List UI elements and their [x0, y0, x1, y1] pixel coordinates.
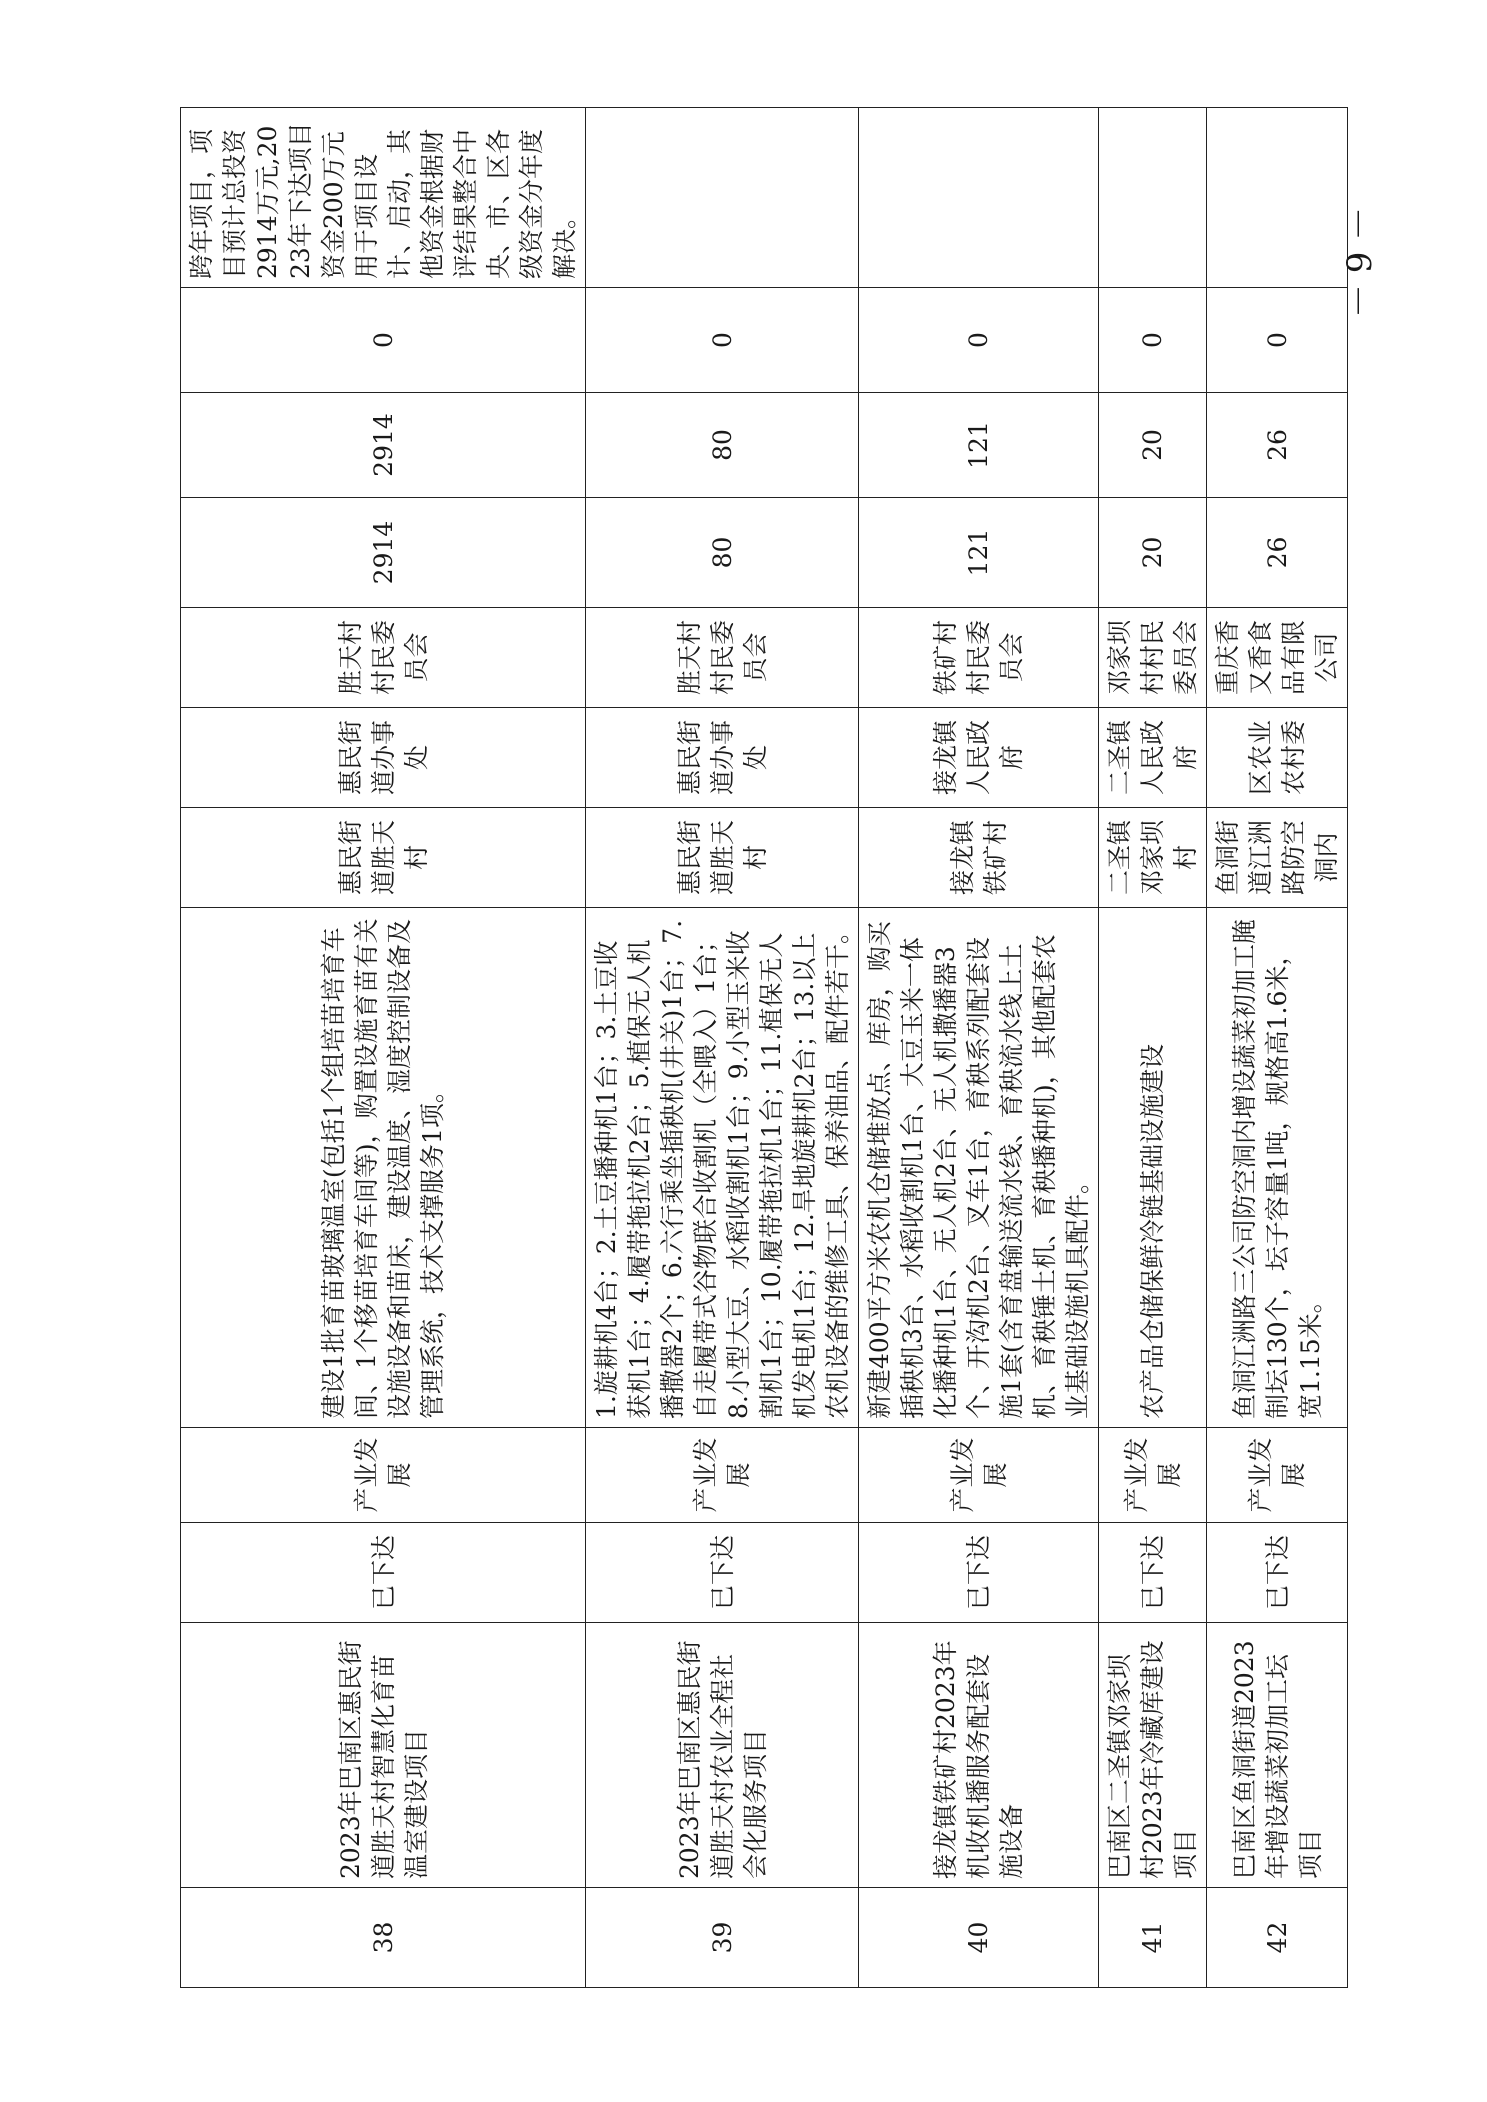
cell-project-name: 2023年巴南区惠民街道胜天村智慧化育苗温室建设项目	[181, 1623, 586, 1888]
cell-sub2: 0	[586, 288, 859, 393]
cell-location: 惠民街道胜天村	[181, 808, 586, 908]
cell-total: 121	[859, 498, 1099, 608]
cell-total: 2914	[181, 498, 586, 608]
cell-dept: 惠民街道办事处	[181, 708, 586, 808]
cell-status: 已下达	[1099, 1523, 1207, 1623]
cell-no: 38	[181, 1888, 586, 1988]
cell-owner: 重庆香又香食品有限公司	[1207, 608, 1348, 708]
cell-location: 接龙镇铁矿村	[859, 808, 1099, 908]
cell-content: 农产品仓储保鲜冷链基础设施建设	[1099, 908, 1207, 1428]
cell-note	[1099, 108, 1207, 288]
cell-project-name: 接龙镇铁矿村2023年机收机播服务配套设施设备	[859, 1623, 1099, 1888]
cell-owner: 胜天村村民委员会	[181, 608, 586, 708]
cell-owner: 铁矿村村民委员会	[859, 608, 1099, 708]
cell-sub1: 26	[1207, 393, 1348, 498]
cell-note	[586, 108, 859, 288]
cell-content: 建设1批育苗玻璃温室(包括1个组培苗培育车间、1个移苗培育车间等)，购置设施育苗有关设施设备和苗床，建设温度、湿度控制设备及管理系统，技术支撑服务1项。	[181, 908, 586, 1428]
cell-dept: 二圣镇人民政府	[1099, 708, 1207, 808]
cell-location: 二圣镇邓家坝村	[1099, 808, 1207, 908]
cell-sub2: 0	[181, 288, 586, 393]
cell-no: 39	[586, 1888, 859, 1988]
cell-owner: 胜天村村民委员会	[586, 608, 859, 708]
page-number: － 9 －	[1340, 206, 1380, 318]
cell-sub1: 80	[586, 393, 859, 498]
cell-total: 80	[586, 498, 859, 608]
cell-sub1: 2914	[181, 393, 586, 498]
cell-no: 41	[1099, 1888, 1207, 1988]
cell-location: 鱼洞街道江洲路防空洞内	[1207, 808, 1348, 908]
cell-dept: 区农业农村委	[1207, 708, 1348, 808]
cell-type: 产业发展	[586, 1428, 859, 1523]
cell-note: 跨年项目，项目预计总投资2914万元,2023年下达项目资金200万元用于项目设计、启动，其他资金根据财评结果整合中央、市、区各级资金分年度解决。	[181, 108, 586, 288]
cell-status: 已下达	[1207, 1523, 1348, 1623]
cell-type: 产业发展	[859, 1428, 1099, 1523]
cell-status: 已下达	[586, 1523, 859, 1623]
cell-project-name: 巴南区二圣镇邓家坝村2023年冷藏库建设项目	[1099, 1623, 1207, 1888]
table-row	[859, 108, 1099, 1988]
cell-type: 产业发展	[1207, 1428, 1348, 1523]
cell-type: 产业发展	[1099, 1428, 1207, 1523]
cell-content: 新建400平方米农机仓储堆放点、库房，购买插秧机3台、水稻收割机1台、大豆玉米一体化播种机1台、无人机2台、无人机撒播器3个、开沟机2台、叉车1台，育秧系列配套设施1套(含育盘输送流水线、育秧流水线上土机、育秧锤土机、育秧播种机)，其他配套农业基础设施机具配件。	[859, 908, 1099, 1428]
cell-dept: 接龙镇人民政府	[859, 708, 1099, 808]
cell-content: 鱼洞江洲路三公司防空洞内增设蔬菜初加工腌制坛130个，坛子容量1吨，规格高1.6米，宽1.15米。	[1207, 908, 1348, 1428]
cell-owner: 邓家坝村村民委员会	[1099, 608, 1207, 708]
cell-status: 已下达	[859, 1523, 1099, 1623]
cell-type: 产业发展	[181, 1428, 586, 1523]
cell-dept: 惠民街道办事处	[586, 708, 859, 808]
cell-total: 20	[1099, 498, 1207, 608]
cell-sub2: 0	[1207, 288, 1348, 393]
rotated-table-wrapper	[180, 108, 1341, 1988]
cell-project-name: 巴南区鱼洞街道2023年增设蔬菜初加工坛项目	[1207, 1623, 1348, 1888]
cell-project-name: 2023年巴南区惠民街道胜天村农业全程社会化服务项目	[586, 1623, 859, 1888]
cell-content: 1.旋耕机4台；2.土豆播种机1台；3.土豆收获机1台；4.履带拖拉机2台；5.植保无人机播撒器2个；6.六行乘坐插秧机(井关)1台；7.自走履带式谷物联合收割机（全喂入）1台；8.小型大豆、水稻收割机1台；9.小型玉米收割机1台；10.履带拖拉机1台；11.植保无人机发电机1台；12.旱地旋耕机2台；13.以上农机设备的维修工具、保养油品、配件若干。	[586, 908, 859, 1428]
table-row	[181, 108, 586, 1988]
cell-sub1: 121	[859, 393, 1099, 498]
cell-sub1: 20	[1099, 393, 1207, 498]
cell-location: 惠民街道胜天村	[586, 808, 859, 908]
cell-total: 26	[1207, 498, 1348, 608]
cell-sub2: 0	[1099, 288, 1207, 393]
cell-no: 42	[1207, 1888, 1348, 1988]
project-table	[180, 107, 1348, 1988]
table-row	[1207, 108, 1348, 1988]
cell-sub2: 0	[859, 288, 1099, 393]
cell-no: 40	[859, 1888, 1099, 1988]
table-row	[1099, 108, 1207, 1988]
cell-note	[859, 108, 1099, 288]
table-row	[586, 108, 859, 1988]
cell-status: 已下达	[181, 1523, 586, 1623]
